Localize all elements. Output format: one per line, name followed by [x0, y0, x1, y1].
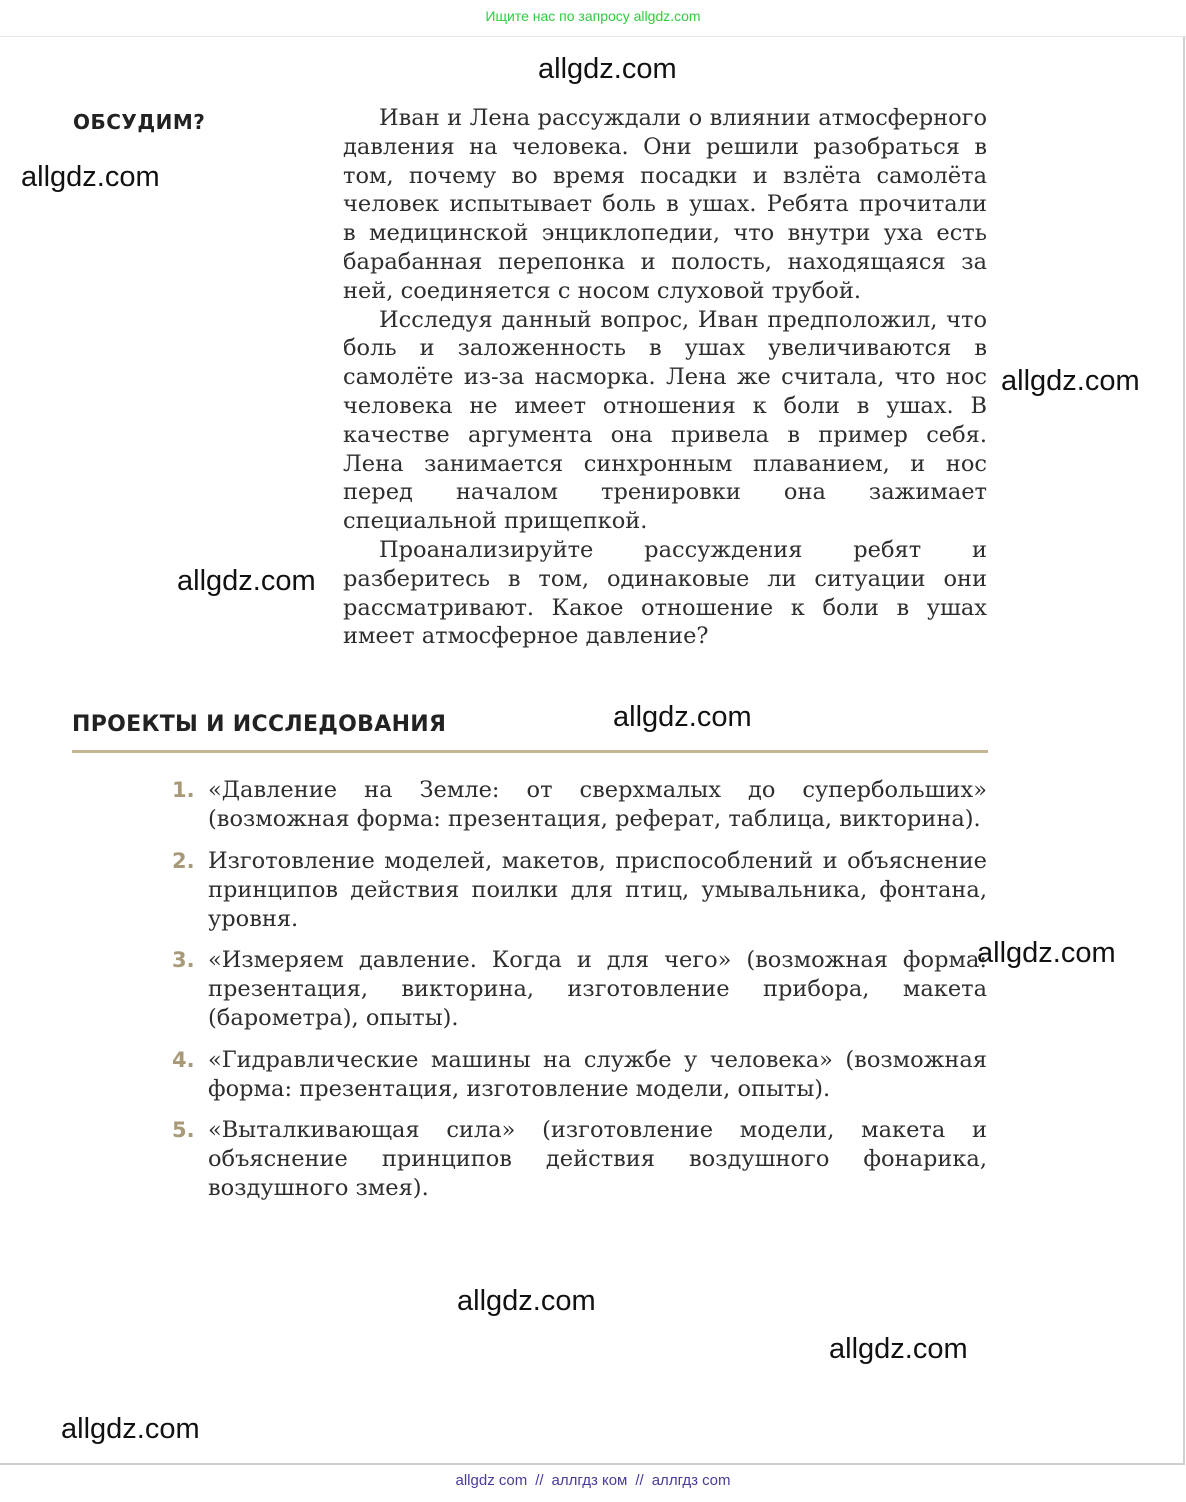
watermark: allgdz.com: [1001, 365, 1140, 397]
watermark: allgdz.com: [613, 701, 752, 733]
list-item: [172, 776, 987, 834]
item-number: 1.: [172, 778, 195, 802]
projects-heading: ПРОЕКТЫ И ИССЛЕДОВАНИЯ: [72, 712, 447, 737]
item-number: 3.: [172, 948, 195, 972]
item-text: «Измеряем давление. Когда и для чего» (возможная форма: презентация, викторина, изготовление прибора, макета (барометра), опыты).: [208, 947, 987, 1031]
projects-list: [172, 776, 987, 1216]
list-item: [172, 1116, 987, 1203]
watermark: allgdz.com: [21, 161, 160, 193]
footer-link[interactable]: аллгдз com: [651, 1472, 731, 1489]
item-number: 2.: [172, 848, 195, 873]
list-item: [172, 946, 987, 1033]
footer-links: [0, 1472, 1186, 1489]
top-banner-text[interactable]: Ищите нас по запросу allgdz.com: [485, 8, 701, 24]
watermark: allgdz.com: [177, 565, 316, 597]
discuss-heading: ОБСУДИМ?: [73, 110, 206, 134]
discuss-text: [343, 104, 987, 651]
watermark: allgdz.com: [457, 1285, 596, 1317]
item-text: «Давление на Земле: от сверхмалых до супербольших» (возможная форма: презентация, реферат, таблица, викторина).: [208, 777, 987, 832]
watermark: allgdz.com: [61, 1413, 200, 1445]
discuss-paragraph: Исследуя данный вопрос, Иван предположил, что боль и заложенность в ушах увеличиваются в самолёте из-за насморка. Лена же считала, что нос человека не имеет отношения к боли в ушах. В качестве аргумента она привела в пример себя. Лена занимается синхронным плаванием, и нос перед началом тренировки она зажимает специальной прищепкой.: [343, 306, 987, 535]
watermark: allgdz.com: [829, 1333, 968, 1365]
discuss-paragraph: Иван и Лена рассуждали о влиянии атмосферного давления на человека. Они решили разобраться в том, почему во время посадки и взлёта самолёта человек испытывает боль в ушах. Ребята прочитали в медицинской энциклопедии, что внутри уха есть барабанная перепонка и полость, находящаяся за ней, соединяется с носом слуховой трубой.: [343, 105, 987, 304]
discuss-paragraph: Проанализируйте рассуждения ребят и разберитесь в том, одинаковые ли ситуации они рассматривают. Какое отношение к боли в ушах имеет атмосферное давление?: [343, 536, 987, 650]
footer-link[interactable]: аллгдз ком: [551, 1472, 628, 1489]
footer-separator: //: [635, 1472, 644, 1489]
item-text: Изготовление моделей, макетов, приспособлений и объяснение принципов действия поилки для птиц, умывальника, фонтана, уровня.: [208, 847, 987, 932]
item-text: «Гидравлические машины на службе у человека» (возможная форма: презентация, изготовление модели, опыты).: [208, 1046, 987, 1102]
section-divider: [72, 750, 988, 753]
item-number: 4.: [172, 1047, 195, 1072]
footer-link[interactable]: allgdz com: [455, 1472, 528, 1489]
footer-separator: //: [535, 1472, 544, 1489]
watermark: allgdz.com: [538, 53, 677, 85]
list-item: [172, 847, 987, 934]
top-banner: [0, 0, 1186, 37]
list-item: [172, 1046, 987, 1104]
item-number: 5.: [172, 1118, 195, 1142]
item-text: «Выталкивающая сила» (изготовление модели, макета и объяснение принципов действия воздушного фонарика, воздушного змея).: [208, 1117, 987, 1201]
watermark: allgdz.com: [977, 937, 1116, 969]
